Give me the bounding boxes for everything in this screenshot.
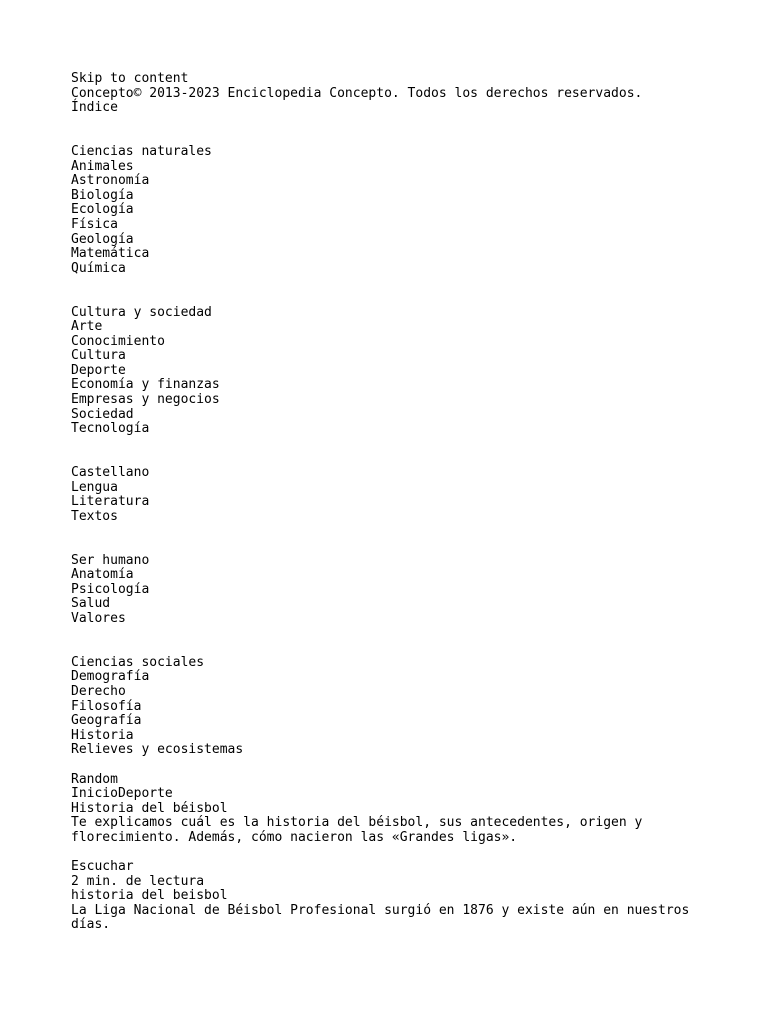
menu-section-cultura-sociedad[interactable]: Cultura y sociedad bbox=[71, 304, 212, 320]
article-intro: Te explicamos cuál es la historia del béisbol, sus antecedentes, origen y florecimiento. Además, cómo nacieron las «Grandes ligas». bbox=[71, 815, 651, 845]
menu-item-astronomia[interactable]: Astronomía bbox=[71, 173, 150, 189]
menu-item-economia-finanzas[interactable]: Economía y finanzas bbox=[71, 377, 220, 393]
copyright-text: Concepto© 2013-2023 Enciclopedia Concepto. Todos los derechos reservados. bbox=[71, 85, 643, 101]
article-image-alt: historia del beisbol bbox=[71, 888, 228, 904]
menu-item-literatura[interactable]: Literatura bbox=[71, 494, 150, 510]
menu-item-tecnologia[interactable]: Tecnología bbox=[71, 421, 150, 437]
menu-item-demografia[interactable]: Demografía bbox=[71, 669, 150, 685]
menu-list-ser-humano bbox=[71, 568, 691, 626]
menu-list-cultura-sociedad bbox=[71, 320, 691, 437]
article-title: Historia del béisbol bbox=[71, 800, 228, 816]
menu-item-ecologia[interactable]: Ecología bbox=[71, 202, 134, 218]
menu-list-castellano bbox=[71, 481, 691, 525]
menu-item-anatomia[interactable]: Anatomía bbox=[71, 567, 134, 583]
menu-item-arte[interactable]: Arte bbox=[71, 319, 103, 335]
index-link[interactable]: Índice bbox=[71, 100, 118, 116]
menu-list-ciencias-naturales bbox=[71, 160, 691, 277]
breadcrumb[interactable]: InicioDeporte bbox=[71, 786, 173, 802]
menu-item-cultura[interactable]: Cultura bbox=[71, 348, 126, 364]
menu-item-sociedad[interactable]: Sociedad bbox=[71, 406, 134, 422]
menu-item-deporte[interactable]: Deporte bbox=[71, 362, 126, 378]
menu-item-empresas-negocios[interactable]: Empresas y negocios bbox=[71, 392, 220, 408]
menu-item-salud[interactable]: Salud bbox=[71, 596, 111, 612]
menu-item-matematica[interactable]: Matemática bbox=[71, 246, 150, 262]
menu-item-geologia[interactable]: Geología bbox=[71, 231, 134, 247]
menu-item-conocimiento[interactable]: Conocimiento bbox=[71, 333, 165, 349]
menu-item-animales[interactable]: Animales bbox=[71, 158, 134, 174]
menu-item-historia[interactable]: Historia bbox=[71, 727, 134, 743]
menu-item-valores[interactable]: Valores bbox=[71, 610, 126, 626]
menu-item-psicologia[interactable]: Psicología bbox=[71, 581, 150, 597]
menu-item-biologia[interactable]: Biología bbox=[71, 187, 134, 203]
menu-section-ciencias-naturales[interactable]: Ciencias naturales bbox=[71, 143, 212, 159]
menu-list-ciencias-sociales bbox=[71, 670, 691, 758]
menu-section-ciencias-sociales[interactable]: Ciencias sociales bbox=[71, 654, 205, 670]
menu-section-castellano[interactable]: Castellano bbox=[71, 465, 150, 481]
menu-item-quimica[interactable]: Química bbox=[71, 260, 126, 276]
listen-button[interactable]: Escuchar bbox=[71, 859, 134, 875]
menu-item-textos[interactable]: Textos bbox=[71, 508, 118, 524]
menu-item-fisica[interactable]: Física bbox=[71, 216, 118, 232]
image-caption: La Liga Nacional de Béisbol Profesional surgió en 1876 y existe aún en nuestros días. bbox=[71, 902, 698, 933]
menu-item-relieves-ecosistemas[interactable]: Relieves y ecosistemas bbox=[71, 742, 244, 758]
skip-to-content-link[interactable]: Skip to content bbox=[71, 71, 189, 86]
menu-section-ser-humano[interactable]: Ser humano bbox=[71, 552, 150, 568]
menu-item-derecho[interactable]: Derecho bbox=[71, 683, 126, 699]
reading-time: 2 min. de lectura bbox=[71, 873, 205, 889]
menu-item-filosofia[interactable]: Filosofía bbox=[71, 698, 142, 714]
menu-item-lengua[interactable]: Lengua bbox=[71, 479, 118, 495]
menu-item-geografia[interactable]: Geografía bbox=[71, 713, 142, 729]
random-link[interactable]: Random bbox=[71, 771, 118, 787]
